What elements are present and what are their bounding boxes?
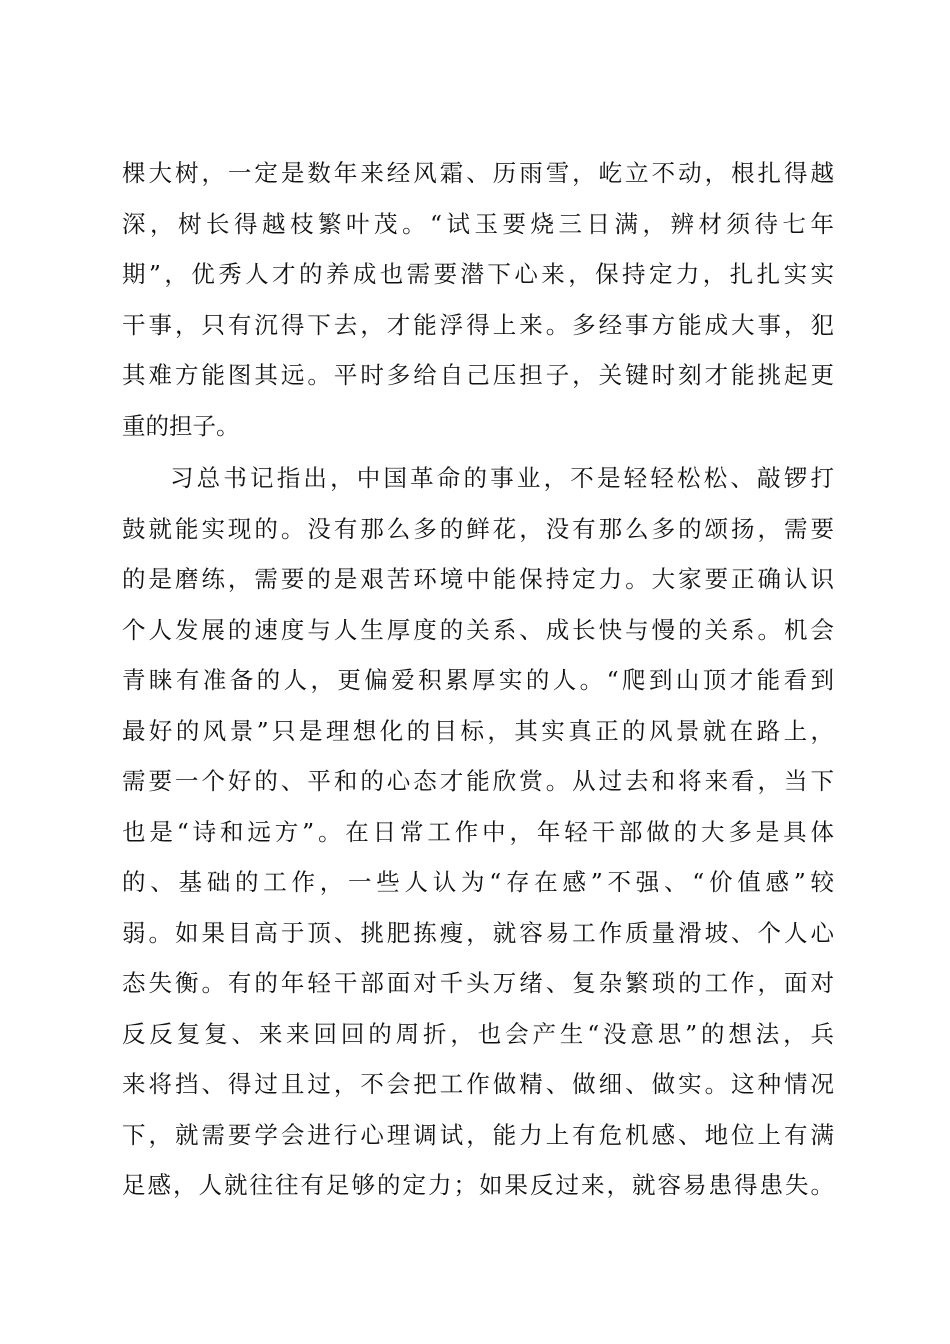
text-line: 反反复复、来来回回的周折，也会产生“没意思”的想法，兵 bbox=[122, 1019, 834, 1048]
text-line: 足感，人就往往有足够的定力；如果反过来，就容易患得患失。 bbox=[122, 1171, 834, 1199]
text-line: 重的担子。 bbox=[122, 411, 240, 440]
text-line: 的是磨练，需要的是艰苦环境中能保持定力。大家要正确认识 bbox=[122, 565, 834, 593]
text-line: 个人发展的速度与人生厚度的关系、成长快与慢的关系。机会 bbox=[122, 615, 834, 644]
text-line: 干事，只有沉得下去，才能浮得上来。多经事方能成大事，犯 bbox=[122, 310, 834, 339]
paragraph-1 bbox=[122, 148, 834, 451]
text-line: 的、基础的工作，一些人认为“存在感”不强、“价值感”较 bbox=[122, 868, 834, 896]
body-text bbox=[122, 148, 834, 1211]
text-line: 棵大树，一定是数年来经风霜、历雨雪，屹立不动，根扎得越 bbox=[122, 159, 834, 187]
text-line: 来将挡、得过且过，不会把工作做精、做细、做实。这种情况 bbox=[122, 1070, 834, 1098]
text-line: 需要一个好的、平和的心态才能欣赏。从过去和将来看，当下 bbox=[122, 767, 834, 795]
text-line: 其难方能图其远。平时多给自己压担子，关键时刻才能挑起更 bbox=[122, 361, 834, 389]
paragraph-2 bbox=[122, 453, 834, 1211]
text-line: 最好的风景”只是理想化的目标，其实真正的风景就在路上， bbox=[122, 716, 834, 745]
text-line: 习总书记指出，中国革命的事业，不是轻轻松松、敲锣打 bbox=[170, 464, 834, 492]
text-line: 深，树长得越枝繁叶茂。“试玉要烧三日满，辨材须待七年 bbox=[122, 209, 834, 238]
text-line: 期”，优秀人才的养成也需要潜下心来，保持定力，扎扎实实 bbox=[122, 260, 834, 288]
text-line: 下，就需要学会进行心理调试，能力上有危机感、地位上有满 bbox=[122, 1120, 834, 1149]
text-line: 态失衡。有的年轻干部面对千头万绪、复杂繁琐的工作，面对 bbox=[122, 969, 834, 997]
text-line: 鼓就能实现的。没有那么多的鲜花，没有那么多的颂扬，需要 bbox=[122, 514, 834, 543]
text-line: 弱。如果目高于顶、挑肥拣瘦，就容易工作质量滑坡、个人心 bbox=[122, 918, 834, 947]
text-line: 青睐有准备的人，更偏爱积累厚实的人。“爬到山顶才能看到 bbox=[122, 666, 834, 694]
text-line: 也是“诗和远方”。在日常工作中，年轻干部做的大多是具体 bbox=[122, 817, 834, 846]
